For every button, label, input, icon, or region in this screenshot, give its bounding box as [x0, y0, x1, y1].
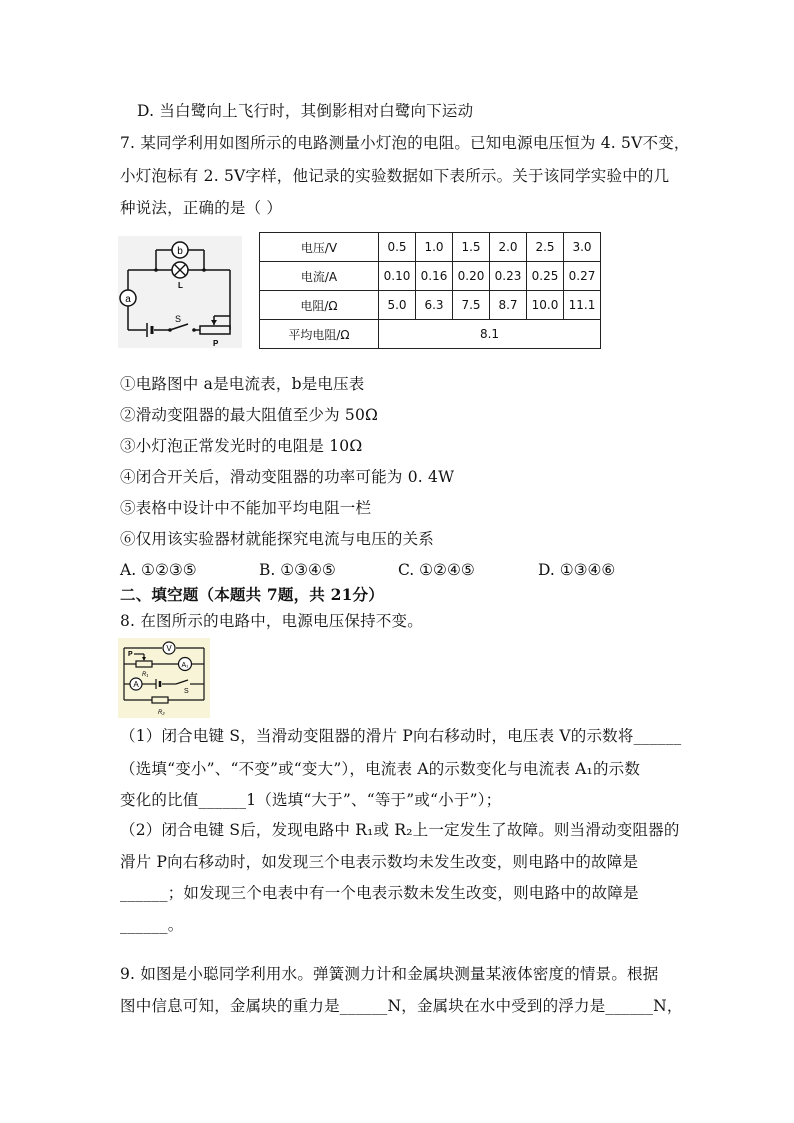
table-cell: 0.20 — [453, 262, 490, 291]
statement-4: ④闭合开关后，滑动变阻器的功率可能为 0. 4W — [120, 468, 455, 486]
row-label: 平均电阻/Ω — [260, 320, 379, 349]
circuit-diagram-2 — [118, 638, 210, 718]
r1-label: R₁ — [142, 672, 149, 678]
q7-line3: 种说法，正确的是（ ） — [120, 199, 283, 217]
statement-2: ②滑动变阻器的最大阻值至少为 50Ω — [120, 406, 379, 424]
q9-line1: 9. 如图是小聪同学利用水。弹簧测力计和金属块测量某液体密度的情景。根据 — [120, 965, 659, 983]
table-cell: 2.0 — [490, 233, 527, 262]
table-cell: 10.0 — [527, 291, 564, 320]
slider-label: P — [213, 339, 219, 348]
table-cell: 8.7 — [490, 291, 527, 320]
r2-label: R₂ — [158, 710, 165, 716]
table-cell: 0.5 — [379, 233, 416, 262]
q7-line1: 7. 某同学利用如图所示的电路测量小灯泡的电阻。已知电源电压恒为 4. 5V不变， — [120, 134, 690, 152]
table-cell: 11.1 — [564, 291, 601, 320]
table-cell: 3.0 — [564, 233, 601, 262]
circuit-diagram-1 — [118, 236, 242, 348]
table-cell: 0.27 — [564, 262, 601, 291]
option-d: D. ①③④⑥ — [538, 561, 616, 579]
statement-5: ⑤表格中设计中不能加平均电阻一栏 — [120, 499, 372, 517]
table-cell: 1.5 — [453, 233, 490, 262]
q8-part2-line2: 滑片 P向右移动时，如发现三个电表示数均未发生改变，则电路中的故障是 — [120, 853, 639, 871]
voltmeter-label: V — [166, 644, 172, 653]
q8-part1-line3: 变化的比值______1（选填“大于”、“等于”或“小于”）； — [120, 791, 502, 809]
section-heading: 二、填空题（本题共 7题，共 21分） — [120, 585, 384, 604]
row-label: 电流/A — [260, 262, 379, 291]
switch-s-label: S — [184, 688, 189, 695]
table-cell: 1.0 — [416, 233, 453, 262]
ammeter-label: A — [133, 680, 139, 689]
table-cell: 0.23 — [490, 262, 527, 291]
table-cell: 0.16 — [416, 262, 453, 291]
switch-label: S — [175, 314, 182, 324]
row-label: 电压/V — [260, 233, 379, 262]
statement-6: ⑥仅用该实验器材就能探究电流与电压的关系 — [120, 530, 435, 548]
data-table — [259, 232, 601, 349]
q8-part2-line1: （2）闭合电键 S后，发现电路中 R₁或 R₂上一定发生了故障。则当滑动变阻器的 — [120, 821, 680, 839]
option-c: C. ①②④⑤ — [398, 561, 475, 579]
q8-part2-line4: ______。 — [120, 916, 184, 934]
q9-line2: 图中信息可知，金属块的重力是______N，金属块在水中受到的浮力是______N， — [120, 997, 683, 1015]
ammeter1-label: A₁ — [181, 662, 189, 669]
table-row — [260, 291, 601, 320]
q7-line2: 小灯泡标有 2. 5V字样，他记录的实验数据如下表所示。关于该同学实验中的几 — [120, 167, 670, 185]
table-cell: 0.25 — [527, 262, 564, 291]
table-cell: 5.0 — [379, 291, 416, 320]
lamp-label: L — [178, 281, 183, 290]
slider-p-label: P — [128, 651, 133, 658]
option-a: A. ①②③⑤ — [120, 561, 197, 579]
meter-b-label: b — [177, 246, 183, 257]
table-cell: 0.10 — [379, 262, 416, 291]
table-cell: 6.3 — [416, 291, 453, 320]
table-row — [260, 262, 601, 291]
row-label: 电阻/Ω — [260, 291, 379, 320]
statement-3: ③小灯泡正常发光时的电阻是 10Ω — [120, 437, 363, 455]
table-cell: 2.5 — [527, 233, 564, 262]
q8-title: 8. 在图所示的电路中，电源电压保持不变。 — [120, 612, 423, 630]
q8-part1-line1: （1）闭合电键 S，当滑动变阻器的滑片 P向右移动时，电压表 V的示数将______ — [120, 727, 682, 745]
statement-1: ①电路图中 a是电流表，b是电压表 — [120, 375, 365, 393]
table-cell: 8.1 — [379, 320, 601, 349]
q8-part2-line3: ______；如发现三个电表中有一个电表示数未发生改变，则电路中的故障是 — [120, 884, 639, 902]
table-row — [260, 233, 601, 262]
table-cell: 7.5 — [453, 291, 490, 320]
meter-a-label: a — [125, 294, 131, 305]
q8-part1-line2: （选填“变小”、“不变”或“变大”），电流表 A的示数变化与电流表 A₁的示数 — [120, 760, 641, 778]
option-d-previous: D. 当白鹭向上飞行时，其倒影相对白鹭向下运动 — [137, 102, 474, 120]
table-row — [260, 320, 601, 349]
option-b: B. ①③④⑤ — [259, 561, 336, 579]
